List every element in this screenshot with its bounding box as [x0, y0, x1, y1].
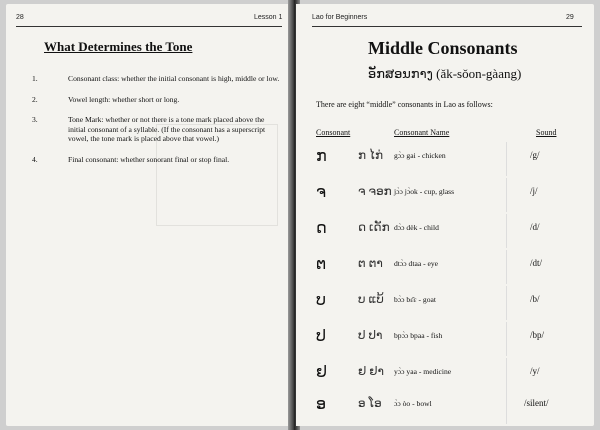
consonant-name-lao: ດ ເດັກ: [358, 220, 390, 234]
right-page: [296, 4, 594, 426]
consonant-letter: ກ: [316, 148, 327, 165]
table-row: [296, 176, 594, 214]
consonant-name: dtɔ̀ɔ dtaa - eye: [394, 259, 439, 268]
table-row: [296, 248, 594, 286]
consonant-name: ɔ̀ɔ òo - bowl: [394, 399, 432, 408]
item-number: 1.: [32, 74, 38, 83]
practice-box: [506, 250, 589, 284]
item-text: Consonant class: whether the initial consonant is high, middle or low.: [68, 74, 280, 83]
column-header-consonant: Consonant: [316, 128, 351, 137]
consonant-name-lao: ຕ ຕາ: [358, 256, 383, 270]
consonant-name-lao: ອ ໂອ: [358, 396, 382, 410]
item-text: Vowel length: whether short or long.: [68, 94, 180, 104]
consonant-sound: /j/: [530, 186, 538, 196]
running-head-left: Lesson 1: [254, 14, 283, 21]
practice-box: [506, 358, 589, 392]
table-row: [296, 388, 594, 426]
list-item: [32, 155, 284, 165]
consonant-letter: ອ: [316, 396, 327, 413]
consonant-sound: /silent/: [524, 398, 549, 408]
consonant-letter: ຕ: [316, 256, 327, 273]
header-rule-right: [312, 26, 582, 27]
column-header-sound: Sound: [536, 128, 557, 137]
consonant-name: gɔ̀ɔ gai - chicken: [394, 151, 446, 160]
consonant-letter: ປ: [316, 328, 326, 345]
tone-factor-list: [32, 74, 284, 175]
left-page: [6, 4, 290, 426]
intro-text: There are eight “middle” consonants in Lao as follows:: [316, 100, 493, 109]
table-row: [296, 284, 594, 322]
practice-box: [506, 322, 589, 356]
list-item: [32, 115, 284, 144]
consonant-name: dɔ̀ɔ dèk - child: [394, 223, 439, 232]
item-number: 4.: [32, 154, 38, 164]
consonant-letter: ບ: [316, 292, 326, 309]
consonant-sound: /b/: [530, 294, 540, 304]
practice-box: [506, 142, 589, 176]
consonant-sound: /d/: [530, 222, 540, 232]
consonant-name: bɔ̀ɔ bɛ̂ɛ - goat: [394, 295, 437, 304]
page-title-left: What Determines the Tone: [44, 39, 193, 54]
consonant-name-lao: ຈ ຈອກ: [358, 184, 392, 198]
header-rule-left: [16, 26, 282, 27]
consonant-name: jɔ̀ɔ jɔ̀ok - cup, glass: [394, 187, 455, 196]
table-row: [296, 212, 594, 250]
list-item: [32, 74, 284, 84]
item-number: 3.: [32, 115, 38, 124]
consonant-name-lao: ປ ປາ: [358, 328, 383, 342]
consonant-sound: /y/: [530, 366, 540, 376]
consonant-letter: ຢ: [316, 364, 327, 381]
page-subtitle: ອັກສອນກາງ (ǎk-sǒon-gàang): [368, 66, 522, 81]
item-text: Final consonant: whether sonorant final or stop final.: [68, 154, 230, 164]
column-header-name: Consonant Name: [394, 128, 450, 137]
practice-box: [506, 178, 589, 212]
page-title-right: Middle Consonants: [368, 38, 518, 58]
practice-box: [506, 286, 589, 320]
consonant-letter: ດ: [316, 220, 327, 237]
consonant-sound: /dt/: [530, 258, 543, 268]
consonant-name-lao: ກ ໄກ່: [358, 148, 383, 162]
consonant-name-lao: ບ ແບ້: [358, 292, 384, 306]
table-row: [296, 320, 594, 358]
consonant-name: yɔ̀ɔ yaa - medicine: [394, 367, 452, 376]
consonant-name-lao: ຢ ຢາ: [358, 364, 384, 378]
consonant-letter: ຈ: [316, 184, 327, 201]
page-number-right: 29: [566, 14, 574, 21]
list-item: [32, 95, 284, 105]
consonant-sound: /bp/: [530, 330, 545, 340]
consonant-sound: /g/: [530, 150, 540, 160]
practice-box: [506, 214, 589, 248]
item-text: Tone Mark: whether or not there is a tone mark placed above the initial consonant of a syllable. (If the consonant has a superscript vowel, the tone mark is placed above that vowel.): [68, 115, 266, 143]
table-row: [296, 140, 594, 178]
item-number: 2.: [32, 94, 38, 104]
running-head-right: Lao for Beginners: [312, 14, 368, 21]
consonant-name: bpɔ̀ɔ bpaa - fish: [394, 331, 443, 340]
page-number-left: 28: [16, 14, 24, 21]
